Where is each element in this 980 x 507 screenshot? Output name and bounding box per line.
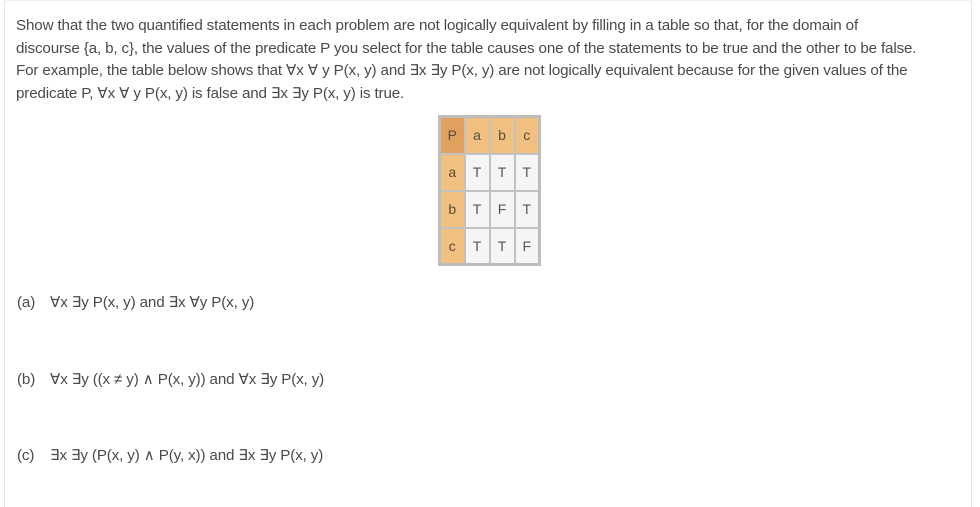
problem-c	[17, 446, 323, 464]
example-truth-table	[438, 115, 541, 266]
table-cell: T	[465, 228, 490, 265]
column-header: a	[465, 117, 490, 154]
problem-a	[17, 293, 254, 311]
table-cell: T	[490, 154, 515, 191]
problem-statement: ∀x ∃y ((x ≠ y) ∧ P(x, y)) and ∀x ∃y P(x, y)	[50, 371, 325, 388]
table-cell: T	[490, 228, 515, 265]
row-header: c	[440, 228, 465, 265]
table-row	[440, 191, 540, 228]
table-header-row	[440, 117, 540, 154]
row-header: b	[440, 191, 465, 228]
table-cell: T	[515, 191, 540, 228]
table-cell: F	[490, 191, 515, 228]
problem-label: (b)	[17, 371, 36, 388]
column-header: b	[490, 117, 515, 154]
table-cell: T	[465, 154, 490, 191]
problem-b	[17, 370, 324, 388]
table-corner-cell: P	[440, 117, 465, 154]
instructions-line: predicate P, ∀x ∀ y P(x, y) is false and ∃x ∃y P(x, y) is true.	[16, 84, 405, 102]
instructions-line: Show that the two quantified statements in each problem are not logically equivalent by filling in a table so that, for the domain of	[16, 17, 859, 34]
instructions-line: discourse {a, b, c}, the values of the predicate P you select for the table causes one of the statements to be true and the other to be false.	[16, 39, 917, 57]
table-row	[440, 154, 540, 191]
column-header: c	[515, 117, 540, 154]
instructions-line: For example, the table below shows that ∀x ∀ y P(x, y) and ∃x ∃y P(x, y) are not logically equivalent because for the given values of the	[16, 62, 908, 79]
instructions	[16, 15, 976, 105]
problem-label: (a)	[17, 294, 36, 311]
problem-statement: ∀x ∃y P(x, y) and ∃x ∀y P(x, y)	[50, 294, 255, 311]
table-cell: F	[515, 228, 540, 265]
row-header: a	[440, 154, 465, 191]
table-cell: T	[465, 191, 490, 228]
table-cell: T	[515, 154, 540, 191]
table-row	[440, 228, 540, 265]
problem-statement: ∃x ∃y (P(x, y) ∧ P(y, x)) and ∃x ∃y P(x, y)	[50, 447, 324, 464]
problem-label: (c)	[17, 447, 35, 464]
